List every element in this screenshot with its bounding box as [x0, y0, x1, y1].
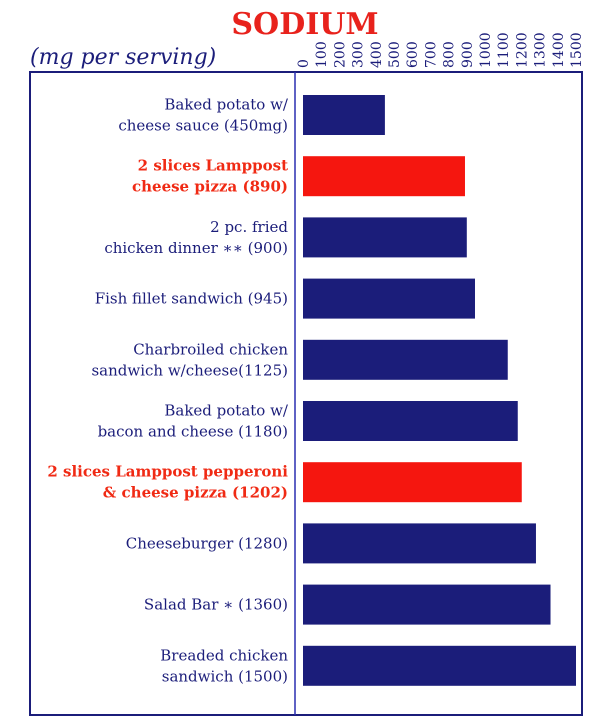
x-tick-label: 1400: [550, 32, 567, 68]
bar: [303, 217, 467, 257]
chart-subtitle: (mg per serving): [30, 45, 217, 70]
bar: [303, 340, 508, 380]
category-label: Baked potato w/: [164, 95, 288, 114]
x-tick-label: 1000: [478, 32, 494, 68]
bar-highlighted: [303, 462, 522, 502]
x-tick-label: 100: [314, 41, 331, 68]
x-tick-label: 1100: [496, 32, 513, 68]
x-tick-label: 400: [368, 41, 385, 68]
bar: [303, 95, 385, 135]
x-tick-label: 0: [296, 59, 312, 68]
bar: [303, 585, 551, 625]
category-label: 2 pc. fried: [210, 217, 288, 236]
bar: [303, 646, 576, 686]
category-label: 2 slices Lamppost pepperoni: [47, 462, 288, 481]
category-label: Salad Bar ∗ (1360): [143, 595, 288, 614]
category-label: sandwich (1500): [161, 667, 288, 686]
x-tick-label: 1300: [532, 32, 549, 68]
bar: [303, 523, 536, 563]
category-label: chicken dinner ∗∗ (900): [104, 238, 288, 257]
category-label: & cheese pizza (1202): [102, 483, 288, 502]
x-tick-label: 1500: [569, 32, 585, 68]
category-label: Cheeseburger (1280): [125, 534, 288, 553]
category-label: Fish fillet sandwich (945): [94, 289, 288, 308]
category-label: 2 slices Lamppost: [137, 156, 288, 175]
x-tick-label: 500: [387, 41, 403, 68]
bar: [303, 279, 475, 319]
x-tick-label: 800: [441, 41, 458, 68]
category-label: cheese pizza (890): [131, 177, 288, 196]
category-labels: [47, 96, 289, 686]
category-label: sandwich w/cheese(1125): [91, 361, 288, 380]
x-tick-label: 600: [405, 41, 422, 68]
category-label: cheese sauce (450mg): [118, 116, 288, 135]
x-tick-label: 700: [423, 41, 440, 68]
bars: [303, 95, 576, 686]
bar-highlighted: [303, 156, 465, 196]
category-label: Baked potato w/: [164, 401, 288, 420]
x-tick-label: 300: [350, 41, 367, 68]
category-label: Charbroiled chicken: [133, 340, 288, 359]
bar: [303, 401, 518, 441]
category-label: Breaded chicken: [160, 646, 288, 665]
chart-title: SODIUM: [231, 7, 379, 42]
x-tick-label: 1200: [514, 32, 531, 68]
x-tick-label: 900: [459, 41, 476, 68]
category-label: bacon and cheese (1180): [97, 422, 288, 441]
x-tick-label: 200: [332, 41, 349, 68]
